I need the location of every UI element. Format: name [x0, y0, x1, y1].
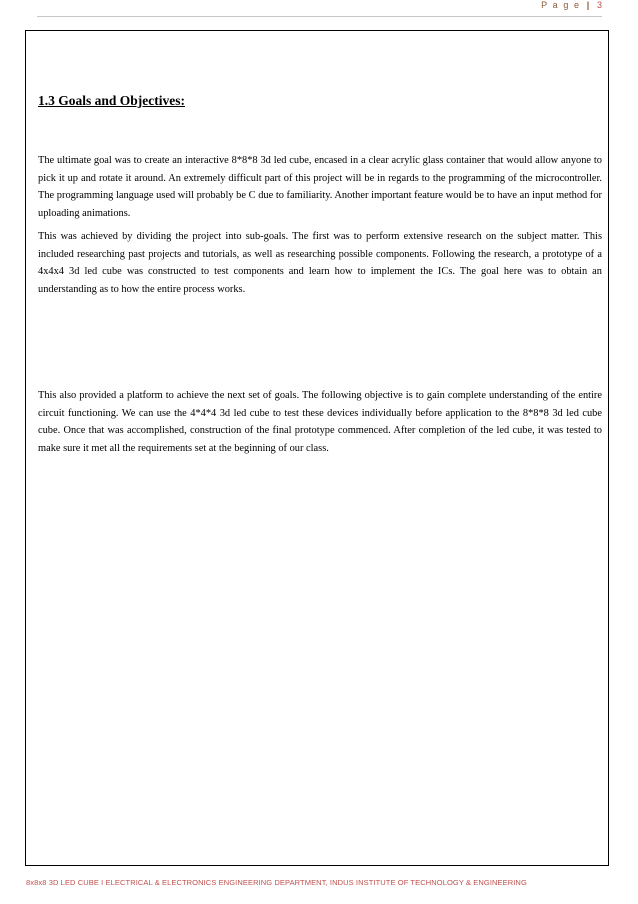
page-number: 3 — [596, 0, 602, 10]
paragraph-goal: The ultimate goal was to create an interactive 8*8*8 3d led cube, encased in a clear acrylic glass container that would allow anyone to pick it up and rotate it around. An extremely difficult part of this project will be in regards to the programming of the microcontroller. The programming language used will probably be C due to familiarity. Another important feature would be to have an input method for uploading animations. — [38, 155, 602, 219]
page-label: P a g e — [541, 0, 581, 10]
page-footer: 8x8x8 3D LED CUBE I ELECTRICAL & ELECTRONICS ENGINEERING DEPARTMENT, INDUS INSTITUTE OF TECHNOLOGY & ENGINEERING — [26, 878, 527, 887]
paragraph-subgoals: This was achieved by dividing the project into sub-goals. The first was to perform extensive research on the subject matter. This included researching past projects and tutorials, as well as researching possible components. Following the research, a prototype of a 4x4x4 3d led cube was constructed to test components and learn how to implement the ICs. The goal here was to obtain an understanding as to how the entire process works. — [38, 231, 602, 295]
page-header — [37, 0, 602, 17]
page-separator: | — [586, 0, 591, 10]
section-heading: 1.3 Goals and Objectives: — [38, 93, 185, 108]
paragraph-next-goals: This also provided a platform to achieve the next set of goals. The following objective is to gain complete understanding of the entire circuit functioning. We can use the 4*4*4 3d led cube to test these devices individually before application to the 8*8*8 3d led cube cube. Once that was accomplished, construction of the final prototype commenced. After completion of the led cube, it was tested to make sure it met all the requirements set at the beginning of our class. — [38, 390, 602, 454]
